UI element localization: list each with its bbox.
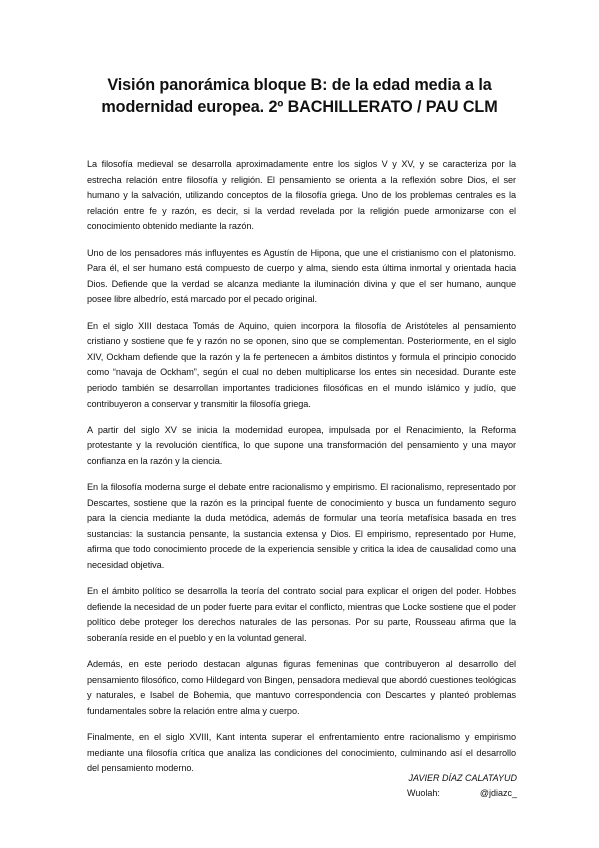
paragraph-kant: Finalmente, en el siglo XVIII, Kant intenta superar el enfrentamiento entre racionalismo y empirismo mediante una filosofía crítica que analiza las condiciones del conocimiento, culminando así el desarrollo del pensamiento moderno. — [87, 732, 516, 774]
document-body — [87, 157, 516, 788]
paragraph-contrato-social: En el ámbito político se desarrolla la teoría del contrato social para explicar el origen del poder. Hobbes defiende la necesidad de un poder fuerte para evitar el conflicto, mientras que Locke sostiene que el poder político debe proteger los derechos naturales de las personas. Por su parte, Rousseau afirma que la soberanía reside en el pueblo y en la voluntad general. — [87, 586, 516, 643]
paragraph-racionalismo-empirismo: En la filosofía moderna surge el debate entre racionalismo y empirismo. El racionalismo, representado por Descartes, sostiene que la razón es la principal fuente de conocimiento y busca un fundamento seguro para la ciencia mediante la duda metódica, además de formular una teoría metafísica basada en tres sustancias: la sustancia pensante, la sustancia extensa y Dios. El empirismo, representado por Hume, afirma que todo conocimiento procede de la experiencia sensible y critica la idea de causalidad como una necesidad objetiva. — [87, 482, 516, 571]
paragraph-aquino-ockham: En el siglo XIII destaca Tomás de Aquino, quien incorpora la filosofía de Aristóteles al pensamiento cristiano y sostiene que fe y razón no se oponen, sino que se complementan. Posteriormente, en el siglo XIV, Ockham defiende que la razón y la fe pertenecen a ámbitos distintos y formula el principio conocido como “navaja de Ockham”, según el cual no deben multiplicarse los entes sin necesidad. Durante este periodo también se desarrollan importantes tradiciones filosóficas en el mundo islámico y judío, que contribuyeron a conservar y transmitir la filosofía griega. — [87, 320, 516, 409]
paragraph-modernidad: A partir del siglo XV se inicia la modernidad europea, impulsada por el Renacimiento, la Reforma protestante y la revolución científica, lo que supone una transformación del pensamiento y una mayor confianza en la razón y la ciencia. — [87, 424, 516, 466]
document-title: Visión panorámica bloque B: de la edad media a la modernidad europea. 2º BACHILLERATO / PAU CLM — [101, 76, 498, 116]
author-name: JAVIER DÍAZ CALATAYUD — [408, 773, 517, 783]
author-handle: @jdiazc_ — [479, 788, 517, 798]
platform-label: Wuolah: — [407, 788, 440, 798]
paragraph-medieval-intro: La filosofía medieval se desarrolla aproximadamente entre los siglos V y XV, y se caracteriza por la estrecha relación entre filosofía y religión. El pensamiento se orienta a la reflexión sobre Dios, el ser humano y la salvación, utilizando conceptos de la filosofía griega. Uno de los problemas centrales es la relación entre fe y razón, es decir, si la verdad revelada por la religión puede armonizarse con el conocimiento obtenido mediante la razón. — [87, 159, 516, 232]
author-signature — [405, 771, 517, 801]
author-social — [405, 786, 517, 801]
paragraph-figuras-femeninas: Además, en este periodo destacan algunas figuras femeninas que contribuyeron al desarrollo del pensamiento filosófico, como Hildegard von Bingen, pensadora medieval que abordó cuestiones teológicas y naturales, e Isabel de Bohemia, que mantuvo correspondencia con Descartes y planteó problemas fundamentales sobre la relación entre alma y cuerpo. — [87, 659, 516, 716]
paragraph-agustin: Uno de los pensadores más influyentes es Agustín de Hipona, que une el cristianismo con el platonismo. Para él, el ser humano está compuesto de cuerpo y alma, siendo esta última inmortal y orientada hacia Dios. Defiende que la verdad se alcanza mediante la iluminación divina y que el ser humano, aunque posee libre albedrío, está marcado por el pecado original. — [87, 247, 516, 305]
